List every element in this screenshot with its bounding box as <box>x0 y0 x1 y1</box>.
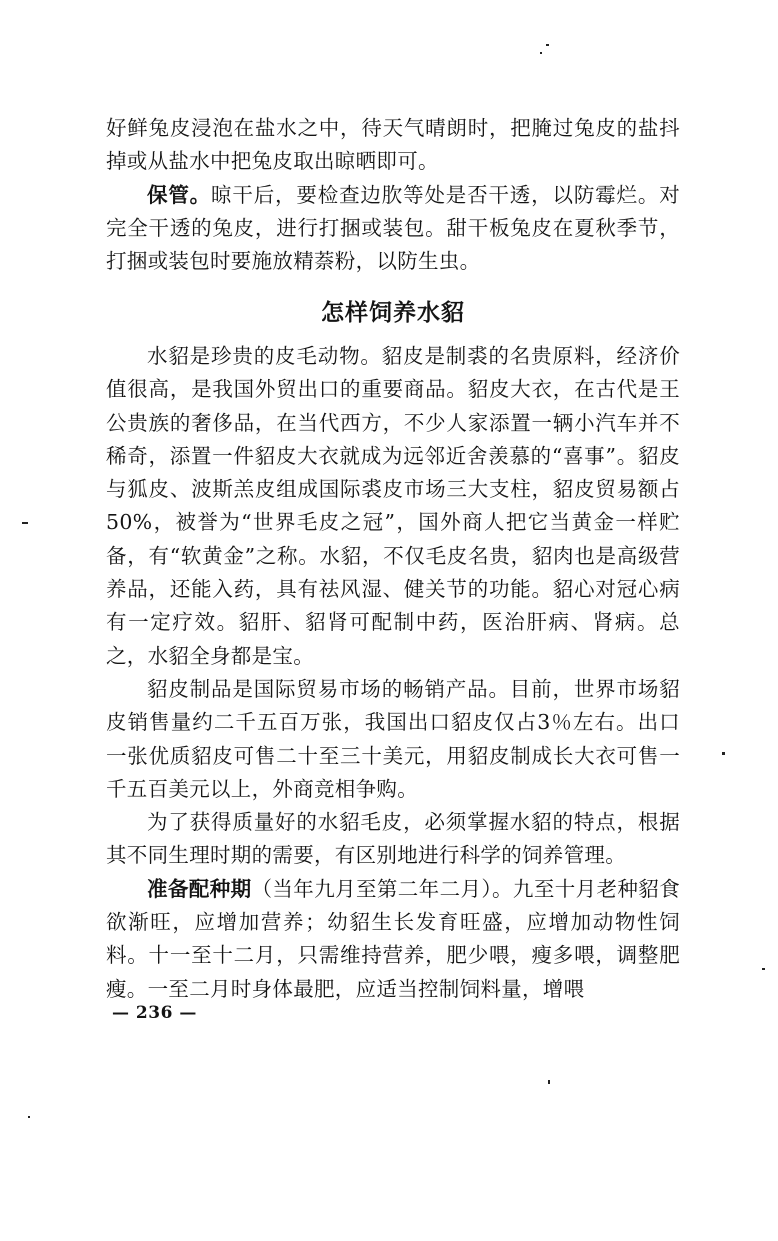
scan-speck <box>22 522 28 524</box>
paragraph-text: 好鲜兔皮浸泡在盐水之中，待天气晴朗时，把腌过兔皮的盐抖掉或从盐水中把兔皮取出晾晒即可。 <box>106 116 680 174</box>
scan-speck <box>548 1080 550 1084</box>
scan-speck <box>28 1116 30 1118</box>
paragraph-text: 为了获得质量好的水貂毛皮，必须掌握水貂的特点，根据其不同生理时期的需要，有区别地进行科学的饲养管理。 <box>106 810 680 868</box>
paragraph-text: 貂皮制品是国际贸易市场的畅销产品。目前，世界市场貂皮销售量约二千五百万张，我国出口貂皮仅占3％左右。出口一张优质貂皮可售二十至三十美元，用貂皮制成长大衣可售一千五百美元以上，外商竞相争购。 <box>106 676 680 801</box>
scan-speck <box>540 52 542 54</box>
paragraph <box>106 179 680 279</box>
paragraph <box>106 340 680 673</box>
paragraph-text: （当年九月至第二年二月）。九至十月老种貂食欲渐旺，应增加营养；幼貂生长发育旺盛，应增加动物性饲料。十一至十二月，只需维持营养，肥少喂，瘦多喂，调整肥瘦。一至二月时身体最肥，应适当控制饲料量，增喂 <box>106 876 680 1001</box>
paragraph-text: 晾干后，要检查边肷等处是否干透，以防霉烂。对完全干透的兔皮，进行打捆或装包。甜干板兔皮在夏秋季节，打捆或装包时要施放精萘粉，以防生虫。 <box>106 182 680 274</box>
paragraph <box>106 873 680 1006</box>
paragraph <box>106 673 680 806</box>
scan-speck <box>546 44 549 46</box>
paragraph <box>106 806 680 873</box>
page-number: — 236 — <box>112 1003 197 1023</box>
paragraph-lead: 准备配种期 <box>147 876 252 901</box>
scan-speck <box>722 752 725 755</box>
section-title: 怎样饲养水貂 <box>321 299 465 326</box>
scan-speck <box>762 968 765 970</box>
paragraph-lead: 保管。 <box>147 182 212 207</box>
intro-text <box>106 112 680 278</box>
paragraph-text: 水貂是珍贵的皮毛动物。貂皮是制裘的名贵原料，经济价值很高，是我国外贸出口的重要商品。貂皮大衣，在古代是王公贵族的奢侈品，在当代西方，不少人家添置一辆小汽车并不稀奇，添置一件貂皮大衣就成为远邻近舍羡慕的“喜事”。貂皮与狐皮、波斯羔皮组成国际裘皮市场三大支柱，貂皮贸易额占50%，被誉为“世界毛皮之冠”，国外商人把它当黄金一样贮备，有“软黄金”之称。水貂，不仅毛皮名贵，貂肉也是高级营养品，还能入药，具有祛风湿、健关节的功能。貂心对冠心病有一定疗效。貂肝、貂肾可配制中药，医治肝病、肾病。总之，水貂全身都是宝。 <box>106 344 680 668</box>
paragraph <box>106 112 680 179</box>
section-body <box>106 340 680 1006</box>
